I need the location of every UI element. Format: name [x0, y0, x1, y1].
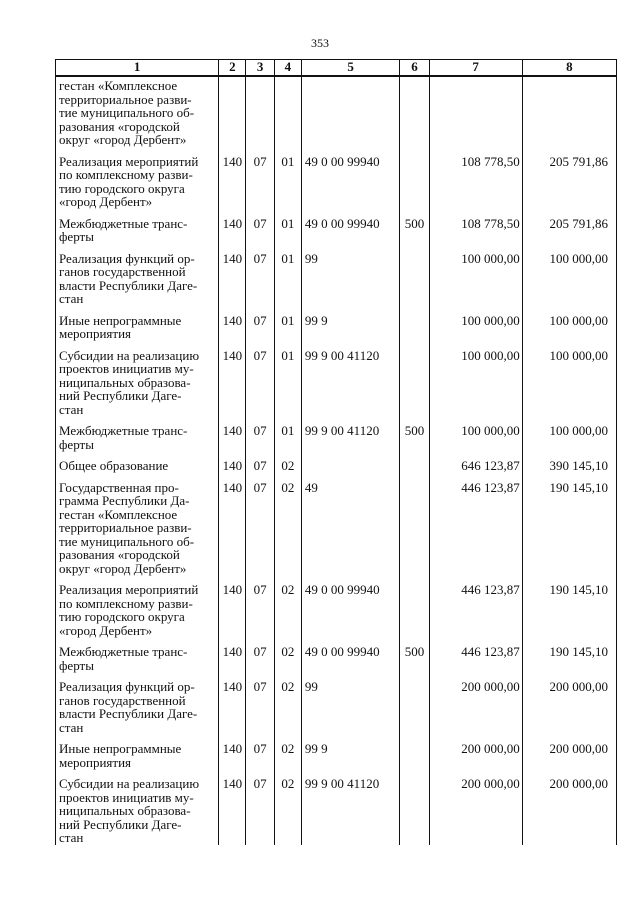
cell-amount-year2: 100 000,00: [522, 349, 616, 425]
item-name-line: ферты: [59, 657, 94, 673]
item-name-line: Реализация мероприятий: [59, 582, 199, 597]
cell-item-name: [56, 217, 219, 252]
item-name-line: Реализация мероприятий: [59, 153, 199, 169]
cell-amount-year2: 390 145,10: [522, 459, 616, 481]
cell-item-name: [56, 349, 219, 425]
header-row: [56, 60, 617, 77]
cell-section: 07: [246, 252, 274, 314]
cell-item-name: [56, 314, 219, 349]
cell-section: 07: [246, 777, 274, 845]
cell-subsection: 01: [274, 314, 301, 349]
cell-target-article: 49 0 00 99940: [301, 583, 399, 645]
item-name-line: тию городского округа: [59, 609, 185, 624]
item-name-line: Межбюджетные транс-: [59, 215, 188, 231]
cell-subsection: 02: [274, 459, 301, 481]
cell-amount-year2: 190 145,10: [522, 645, 616, 680]
item-name-line: разования «городской: [59, 118, 180, 134]
cell-target-article: 99 9 00 41120: [301, 777, 399, 845]
item-name-line: округ «город Дербент»: [59, 560, 187, 576]
cell-amount-year1: 100 000,00: [429, 349, 522, 425]
item-name-line: гестан «Комплексное: [59, 78, 178, 93]
cell-item-name: [56, 680, 219, 742]
column-header: 8: [522, 60, 616, 77]
cell-expense-type: [400, 742, 429, 777]
cell-amount-year2: 200 000,00: [522, 742, 616, 777]
cell-section: 07: [246, 155, 274, 217]
cell-chapter: 140: [219, 217, 246, 252]
table-row: [56, 742, 617, 777]
cell-subsection: 02: [274, 645, 301, 680]
item-name-line: Межбюджетные транс-: [59, 644, 188, 659]
cell-target-article: 99: [301, 252, 399, 314]
item-name-line: Реализация функций ор-: [59, 250, 195, 266]
cell-target-article: [301, 459, 399, 481]
cell-chapter: 140: [219, 742, 246, 777]
cell-amount-year2: 100 000,00: [522, 424, 616, 459]
column-header: 6: [400, 60, 429, 77]
cell-amount-year2: 190 145,10: [522, 481, 616, 584]
item-name-line: тие муниципального об-: [59, 533, 195, 549]
item-name-line: Иные непрограммные: [59, 312, 182, 328]
item-name-line: проектов инициатив му-: [59, 789, 194, 805]
cell-item-name: [56, 424, 219, 459]
cell-expense-type: [400, 252, 429, 314]
item-name-line: стан: [59, 291, 84, 306]
item-name-line: Иные непрограммные: [59, 741, 182, 756]
cell-target-article: 99 9: [301, 314, 399, 349]
cell-subsection: 01: [274, 155, 301, 217]
cell-target-article: 99: [301, 680, 399, 742]
item-name-line: Общее образование: [59, 458, 169, 473]
cell-amount-year1: 446 123,87: [429, 645, 522, 680]
cell-amount-year1: 200 000,00: [429, 777, 522, 845]
table-row: [56, 459, 617, 481]
cell-amount-year2: 200 000,00: [522, 680, 616, 742]
item-name-line: Реализация функций ор-: [59, 679, 195, 694]
cell-amount-year1: 100 000,00: [429, 314, 522, 349]
cell-amount-year1: 108 778,50: [429, 217, 522, 252]
item-name-line: ганов государственной: [59, 692, 186, 708]
item-name-line: ниципальных образова-: [59, 374, 191, 390]
item-name-line: ферты: [59, 436, 94, 452]
item-name-line: тие муниципального об-: [59, 105, 195, 120]
table-row: [56, 424, 617, 459]
cell-item-name: [56, 76, 219, 155]
cell-subsection: [274, 76, 301, 155]
cell-chapter: 140: [219, 583, 246, 645]
cell-amount-year1: 108 778,50: [429, 155, 522, 217]
cell-target-article: 99 9: [301, 742, 399, 777]
item-name-line: по комплексному разви-: [59, 167, 193, 182]
cell-target-article: 49 0 00 99940: [301, 217, 399, 252]
cell-chapter: [219, 76, 246, 155]
item-name-line: ний Республики Даге-: [59, 388, 182, 403]
cell-target-article: 49: [301, 481, 399, 584]
cell-expense-type: 500: [400, 217, 429, 252]
cell-chapter: 140: [219, 424, 246, 459]
cell-target-article: [301, 76, 399, 155]
cell-amount-year1: 646 123,87: [429, 459, 522, 481]
table-row: [56, 645, 617, 680]
cell-subsection: 02: [274, 777, 301, 845]
cell-subsection: 01: [274, 217, 301, 252]
table-row: [56, 76, 617, 155]
cell-chapter: 140: [219, 314, 246, 349]
item-name-line: территориальное разви-: [59, 520, 192, 535]
table-body: [56, 76, 617, 845]
cell-amount-year1: 446 123,87: [429, 583, 522, 645]
cell-section: 07: [246, 314, 274, 349]
cell-amount-year1: 200 000,00: [429, 680, 522, 742]
cell-expense-type: [400, 459, 429, 481]
item-name-line: Межбюджетные транс-: [59, 423, 188, 438]
cell-subsection: 02: [274, 481, 301, 584]
column-header: 7: [429, 60, 522, 77]
cell-expense-type: [400, 777, 429, 845]
item-name-line: ний Республики Даге-: [59, 816, 182, 832]
cell-subsection: 01: [274, 349, 301, 425]
cell-expense-type: 500: [400, 424, 429, 459]
table-row: [56, 777, 617, 845]
cell-amount-year2: 100 000,00: [522, 314, 616, 349]
cell-subsection: 02: [274, 583, 301, 645]
cell-amount-year2: 205 791,86: [522, 217, 616, 252]
cell-amount-year2: 190 145,10: [522, 583, 616, 645]
cell-amount-year1: 100 000,00: [429, 424, 522, 459]
cell-amount-year1: 446 123,87: [429, 481, 522, 584]
table-row: [56, 217, 617, 252]
cell-target-article: 99 9 00 41120: [301, 349, 399, 425]
cell-item-name: [56, 155, 219, 217]
item-name-line: грамма Республики Да-: [59, 493, 190, 508]
page-number: 353: [311, 36, 329, 50]
cell-chapter: 140: [219, 777, 246, 845]
item-name-line: разования «городской: [59, 547, 180, 562]
cell-expense-type: [400, 583, 429, 645]
column-header: 3: [246, 60, 274, 77]
cell-expense-type: [400, 76, 429, 155]
item-name-line: ферты: [59, 229, 94, 244]
cell-target-article: 99 9 00 41120: [301, 424, 399, 459]
item-name-line: власти Республики Даге-: [59, 277, 198, 293]
item-name-line: Субсидии на реализацию: [59, 347, 200, 363]
item-name-line: территориальное разви-: [59, 91, 192, 107]
cell-subsection: 01: [274, 424, 301, 459]
cell-section: 07: [246, 349, 274, 425]
cell-chapter: 140: [219, 155, 246, 217]
table-row: [56, 155, 617, 217]
cell-item-name: [56, 481, 219, 584]
cell-amount-year2: 200 000,00: [522, 777, 616, 845]
table-row: [56, 314, 617, 349]
item-name-line: гестан «Комплексное: [59, 506, 178, 522]
cell-amount-year2: 100 000,00: [522, 252, 616, 314]
column-header: 1: [56, 60, 219, 77]
cell-chapter: 140: [219, 349, 246, 425]
cell-amount-year1: 100 000,00: [429, 252, 522, 314]
cell-expense-type: [400, 481, 429, 584]
cell-section: 07: [246, 481, 274, 584]
cell-chapter: 140: [219, 252, 246, 314]
cell-expense-type: [400, 314, 429, 349]
cell-subsection: 01: [274, 252, 301, 314]
table-row: [56, 252, 617, 314]
item-name-line: по комплексному разви-: [59, 595, 193, 611]
cell-section: 07: [246, 424, 274, 459]
item-name-line: проектов инициатив му-: [59, 361, 194, 376]
cell-amount-year1: 200 000,00: [429, 742, 522, 777]
cell-expense-type: 500: [400, 645, 429, 680]
item-name-line: округ «город Дербент»: [59, 132, 187, 147]
cell-amount-year2: 205 791,86: [522, 155, 616, 217]
cell-section: [246, 76, 274, 155]
item-name-line: стан: [59, 830, 84, 845]
cell-amount-year1: [429, 76, 522, 155]
column-header: 4: [274, 60, 301, 77]
cell-chapter: 140: [219, 481, 246, 584]
cell-item-name: [56, 742, 219, 777]
cell-section: 07: [246, 742, 274, 777]
cell-chapter: 140: [219, 645, 246, 680]
cell-target-article: 49 0 00 99940: [301, 155, 399, 217]
cell-amount-year2: [522, 76, 616, 155]
item-name-line: стан: [59, 401, 84, 417]
cell-subsection: 02: [274, 680, 301, 742]
item-name-line: мероприятия: [59, 326, 132, 341]
cell-item-name: [56, 645, 219, 680]
item-name-line: мероприятия: [59, 754, 132, 770]
cell-item-name: [56, 583, 219, 645]
table-row: [56, 680, 617, 742]
column-header: 2: [219, 60, 246, 77]
cell-item-name: [56, 252, 219, 314]
cell-target-article: 49 0 00 99940: [301, 645, 399, 680]
cell-chapter: 140: [219, 680, 246, 742]
budget-table: [55, 59, 617, 845]
table-row: [56, 349, 617, 425]
item-name-line: «город Дербент»: [59, 194, 153, 209]
item-name-line: власти Республики Даге-: [59, 706, 198, 721]
item-name-line: стан: [59, 719, 84, 735]
cell-expense-type: [400, 155, 429, 217]
cell-section: 07: [246, 217, 274, 252]
item-name-line: «город Дербент»: [59, 622, 153, 638]
cell-section: 07: [246, 583, 274, 645]
item-name-line: ганов государственной: [59, 264, 186, 279]
table-row: [56, 583, 617, 645]
cell-expense-type: [400, 680, 429, 742]
table-row: [56, 481, 617, 584]
item-name-line: ниципальных образова-: [59, 803, 191, 818]
cell-item-name: [56, 777, 219, 845]
item-name-line: Государственная про-: [59, 479, 179, 495]
cell-chapter: 140: [219, 459, 246, 481]
cell-item-name: [56, 459, 219, 481]
cell-section: 07: [246, 459, 274, 481]
column-header: 5: [301, 60, 399, 77]
cell-section: 07: [246, 645, 274, 680]
item-name-line: Субсидии на реализацию: [59, 776, 200, 791]
cell-subsection: 02: [274, 742, 301, 777]
cell-section: 07: [246, 680, 274, 742]
item-name-line: тию городского округа: [59, 180, 185, 196]
cell-expense-type: [400, 349, 429, 425]
